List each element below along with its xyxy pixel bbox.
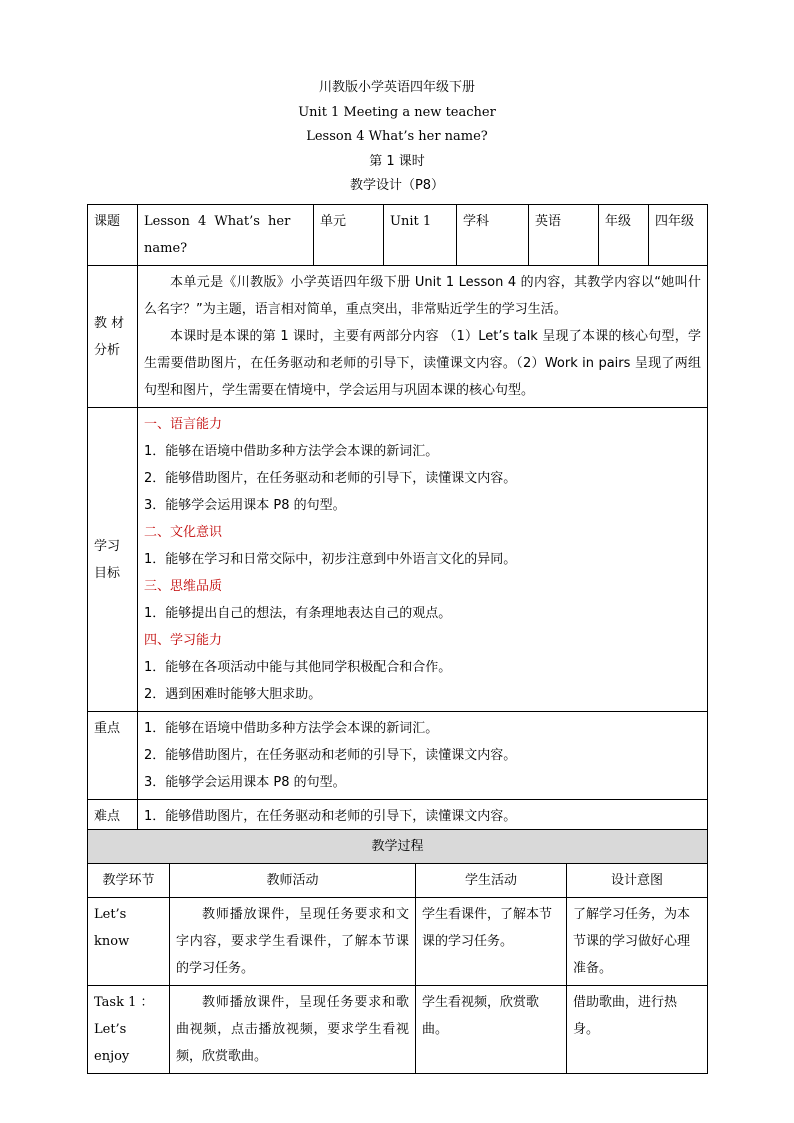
analysis-row — [88, 266, 708, 408]
keypoints-content — [138, 712, 708, 800]
intent-cell: 借助歌曲，进行热身。 — [567, 986, 708, 1074]
topic-value: Lesson 4 What’s her name? — [138, 205, 314, 266]
keypoint-item: 3．能够学会运用课本 P8 的句型。 — [144, 775, 346, 790]
header-teacher: 教师活动 — [170, 864, 416, 898]
student-cell: 学生看课件，了解本节课的学习任务。 — [416, 898, 567, 986]
header-line-3: Lesson 4 What’s her name? — [306, 129, 488, 145]
document-header — [0, 76, 794, 199]
objective-heading-learning: 四、学习能力 — [144, 633, 223, 648]
lesson-info-table — [87, 204, 708, 861]
student-cell: 学生看视频，欣赏歌曲。 — [416, 986, 567, 1074]
intent-cell: 了解学习任务，为本节课的学习做好心理准备。 — [567, 898, 708, 986]
objective-item: 3．能够学会运用课本 P8 的句型。 — [144, 498, 346, 513]
keypoints-label: 重点 — [88, 712, 138, 800]
analysis-label-line-2: 分析 — [94, 342, 121, 358]
objective-heading-thinking: 三、思维品质 — [144, 579, 223, 594]
header-line-4: 第 1 课时 — [369, 153, 425, 169]
teacher-cell: 教师播放课件，呈现任务要求和文字内容，要求学生看课件，了解本节课的学习任务。 — [170, 898, 416, 986]
unit-label: 单元 — [314, 205, 384, 266]
process-header-row — [88, 864, 708, 898]
objectives-label — [88, 408, 138, 712]
header-stage: 教学环节 — [88, 864, 170, 898]
process-title-row — [88, 830, 708, 864]
objective-item: 2．遇到困难时能够大胆求助。 — [144, 687, 322, 702]
objectives-label-line-1: 学习 — [94, 538, 121, 554]
process-row — [88, 986, 708, 1074]
objective-item: 1．能够在学习和日常交际中，初步注意到中外语言文化的异同。 — [144, 552, 517, 567]
keypoint-item: 2．能够借助图片，在任务驱动和老师的引导下，读懂课文内容。 — [144, 748, 517, 763]
subject-value: 英语 — [529, 205, 599, 266]
objectives-label-line-2: 目标 — [94, 565, 121, 581]
header-intent: 设计意图 — [567, 864, 708, 898]
grade-value: 四年级 — [649, 205, 708, 266]
header-line-2: Unit 1 Meeting a new teacher — [298, 104, 496, 120]
objective-heading-language: 一、语言能力 — [144, 417, 223, 432]
header-student: 学生活动 — [416, 864, 567, 898]
objective-item: 1．能够提出自己的想法，有条理地表达自己的观点。 — [144, 606, 452, 621]
difficulty-item: 1．能够借助图片，在任务驱动和老师的引导下，读懂课文内容。 — [144, 809, 517, 824]
keypoint-item: 1．能够在语境中借助多种方法学会本课的新词汇。 — [144, 721, 439, 736]
objectives-content — [138, 408, 708, 712]
objective-item: 1．能够在各项活动中能与其他同学积极配合和合作。 — [144, 660, 452, 675]
analysis-content — [138, 266, 708, 408]
teacher-cell: 教师播放课件，呈现任务要求和歌曲视频，点击播放视频，要求学生看视频，欣赏歌曲。 — [170, 986, 416, 1074]
unit-value: Unit 1 — [384, 205, 457, 266]
info-row — [88, 205, 708, 266]
keypoints-row — [88, 712, 708, 800]
teaching-process-table — [87, 829, 708, 1074]
grade-label: 年级 — [599, 205, 649, 266]
objective-item: 2．能够借助图片，在任务驱动和老师的引导下，读懂课文内容。 — [144, 471, 517, 486]
stage-cell: Task 1 ： Let’s enjoy — [88, 986, 170, 1074]
objectives-row — [88, 408, 708, 712]
header-line-5: 教学设计（P8） — [349, 178, 445, 194]
difficulties-label: 难点 — [88, 800, 138, 861]
analysis-label-line-1: 教 材 — [94, 315, 125, 331]
topic-label: 课题 — [88, 205, 138, 266]
objective-item: 1．能够在语境中借助多种方法学会本课的新词汇。 — [144, 444, 439, 459]
objective-heading-culture: 二、文化意识 — [144, 525, 223, 540]
process-row — [88, 898, 708, 986]
analysis-label — [88, 266, 138, 408]
process-title: 教学过程 — [88, 830, 708, 864]
stage-cell: Let’s know — [88, 898, 170, 986]
analysis-paragraph-1: 本单元是《川教版》小学英语四年级下册 Unit 1 Lesson 4 的内容，其教学内容以“她叫什么名字？”为主题，语言相对简单，重点突出，非常贴近学生的学习生活。 — [144, 275, 701, 317]
header-line-1: 川教版小学英语四年级下册 — [318, 80, 475, 95]
subject-label: 学科 — [457, 205, 529, 266]
analysis-paragraph-2: 本课时是本课的第 1 课时，主要有两部分内容 （1）Let’s talk 呈现了本课的核心句型，学生需要借助图片，在任务驱动和老师的引导下，读懂课文内容。（2）Work in pairs 呈现了两组句型和图片，学生需要在情境中，学会运用与巩固本课的核心句型。 — [144, 329, 701, 398]
